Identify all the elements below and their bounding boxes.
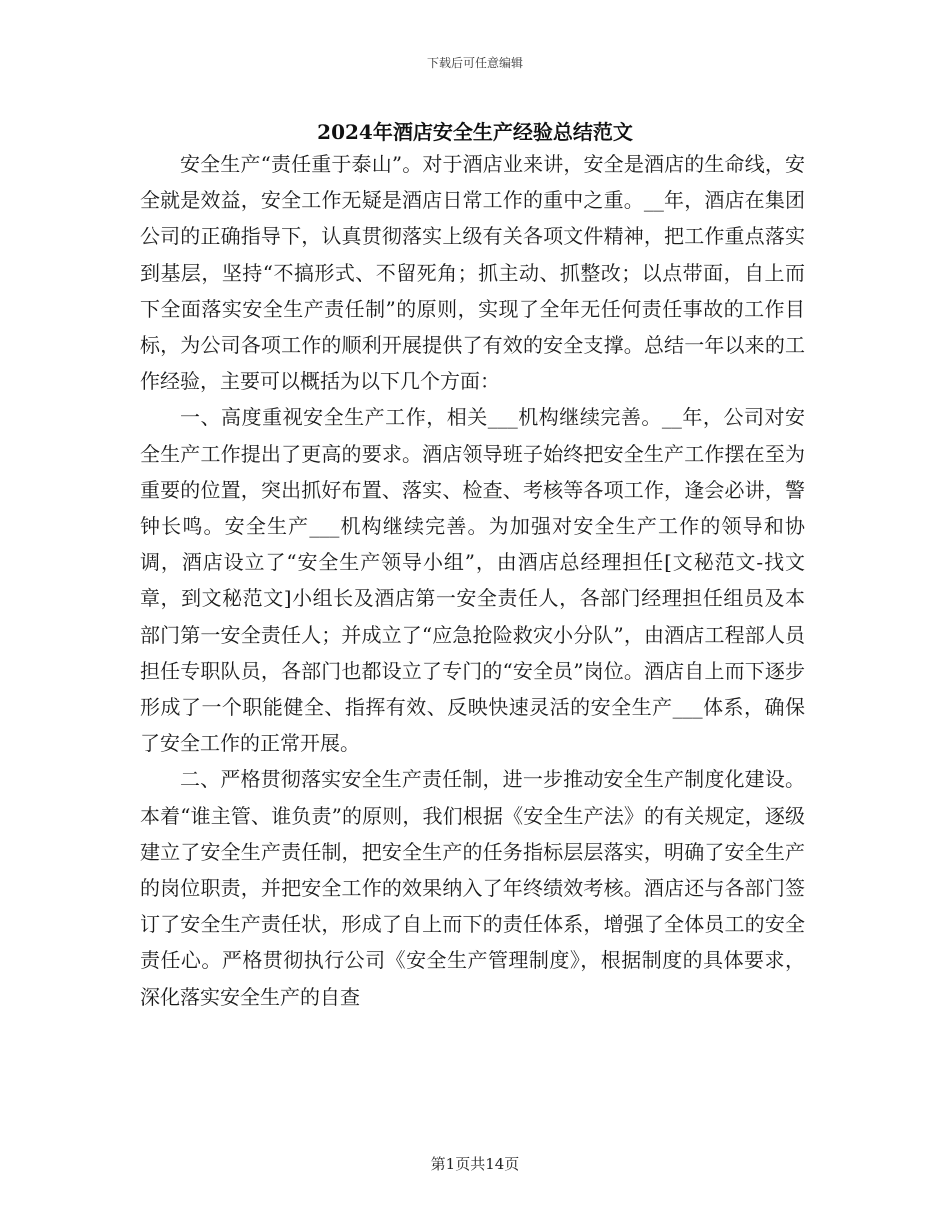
paragraph-intro: 安全生产“责任重于泰山”。对于酒店业来讲，安全是酒店的生命线，安全就是效益，安全工作无疑是酒店日常工作的重中之重。__年，酒店在集团公司的正确指导下，认真贯彻落实上级有关各项文件精神，把工作重点落实到基层，坚持“不搞形式、不留死角；抓主动、抓整改；以点带面，自上而下全面落实安全生产责任制”的原则，实现了全年无任何责任事故的工作目标，为公司各项工作的顺利开展提供了有效的安全支撑。总结一年以来的工作经验，主要可以概括为以下几个方面： (140, 152, 805, 394)
page-header: 下载后可任意编辑 (426, 56, 523, 70)
document-body (140, 146, 805, 1015)
page-number-footer: 第1页共14页 (430, 1155, 520, 1173)
paragraph-section-1: 一、高度重视安全生产工作，相关___机构继续完善。__年，公司对安全生产工作提出了更高的要求。酒店领导班子始终把安全生产工作摆在至为重要的位置，突出抓好布置、落实、检查、考核等各项工作，逢会必讲，警钟长鸣。安全生产___机构继续完善。为加强对安全生产工作的领导和协调，酒店设立了“安全生产领导小组”，由酒店总经理担任[文秘范文-找文章，到文秘范文]小组长及酒店第一安全责任人，各部门经理担任组员及本部门第一安全责任人；并成立了“应急抢险救灾小分队”，由酒店工程部人员担任专职队员，各部门也都设立了专门的“安全员”岗位。酒店自上而下逐步形成了一个职能健全、指挥有效、反映快速灵活的安全生产___体系，确保了安全工作的正常开展。 (140, 405, 805, 756)
document-title: 2024年酒店安全生产经验总结范文 (317, 120, 633, 144)
paragraph-section-2: 二、严格贯彻落实安全生产责任制，进一步推动安全生产制度化建设。本着“谁主管、谁负责”的原则，我们根据《安全生产法》的有关规定，逐级建立了安全生产责任制，把安全生产的任务指标层层落实，明确了安全生产的岗位职责，并把安全工作的效果纳入了年终绩效考核。酒店还与各部门签订了安全生产责任状，形成了自上而下的责任体系，增强了全体员工的安全责任心。严格贯彻执行公司《安全生产管理制度》，根据制度的具体要求，深化落实安全生产的自查 (140, 767, 805, 1009)
